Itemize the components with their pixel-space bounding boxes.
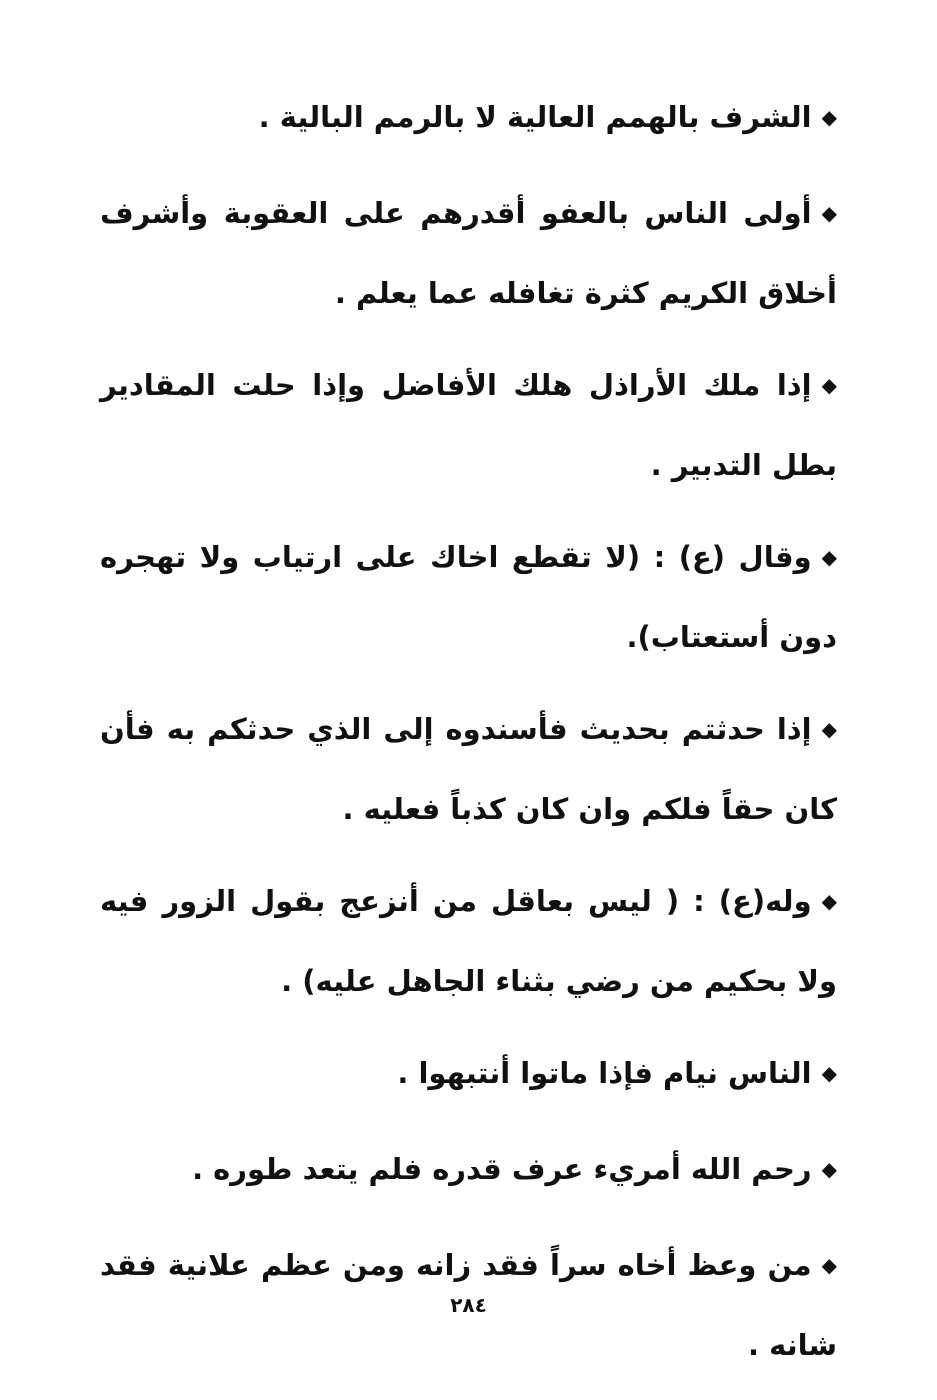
saying-text: وقال (ع) : (لا تقطع اخاك على ارتياب ولا تهجره دون أستعتاب). <box>100 540 837 654</box>
saying-5 <box>100 690 837 848</box>
saying-3 <box>100 346 837 504</box>
saying-text: أولى الناس بالعفو أقدرهم على العقوبة وأشرف أخلاق الكريم كثرة تغافله عما يعلم . <box>100 196 837 310</box>
saying-text: إذا ملك الأراذل هلك الأفاضل وإذا حلت المقادير بطل التدبير . <box>100 368 837 482</box>
saying-6 <box>100 862 837 1020</box>
diamond-bullet-icon: ◆ <box>821 373 837 397</box>
saying-4 <box>100 518 837 676</box>
diamond-bullet-icon: ◆ <box>821 889 837 913</box>
saying-text: إذا حدثتم بحديث فأسندوه إلى الذي حدثكم به فأن كان حقاً فلكم وان كان كذباً فعليه . <box>100 712 837 826</box>
diamond-bullet-icon: ◆ <box>821 1157 837 1181</box>
saying-text: رحم الله أمريء عرف قدره فلم يتعد طوره . <box>192 1152 812 1186</box>
diamond-bullet-icon: ◆ <box>821 105 837 129</box>
diamond-bullet-icon: ◆ <box>821 1253 837 1277</box>
page-number: ٢٨٤ <box>450 1293 487 1317</box>
saying-7 <box>100 1034 837 1114</box>
saying-text: الشرف بالهمم العالية لا بالرمم البالية . <box>258 100 812 134</box>
saying-8 <box>100 1130 837 1210</box>
saying-text: وله(ع) : ( ليس بعاقل من أنزعج بقول الزور فيه ولا بحكيم من رضي بثناء الجاهل عليه) . <box>100 884 837 998</box>
saying-1 <box>100 78 837 158</box>
saying-text: الناس نيام فإذا ماتوا أنتبهوا . <box>397 1056 812 1090</box>
diamond-bullet-icon: ◆ <box>821 201 837 225</box>
diamond-bullet-icon: ◆ <box>821 545 837 569</box>
saying-2 <box>100 174 837 332</box>
diamond-bullet-icon: ◆ <box>821 717 837 741</box>
saying-text: من وعظ أخاه سراً فقد زانه ومن عظم علانية فقد شانه . <box>100 1248 837 1362</box>
diamond-bullet-icon: ◆ <box>821 1061 837 1085</box>
sayings-list <box>100 78 837 1400</box>
